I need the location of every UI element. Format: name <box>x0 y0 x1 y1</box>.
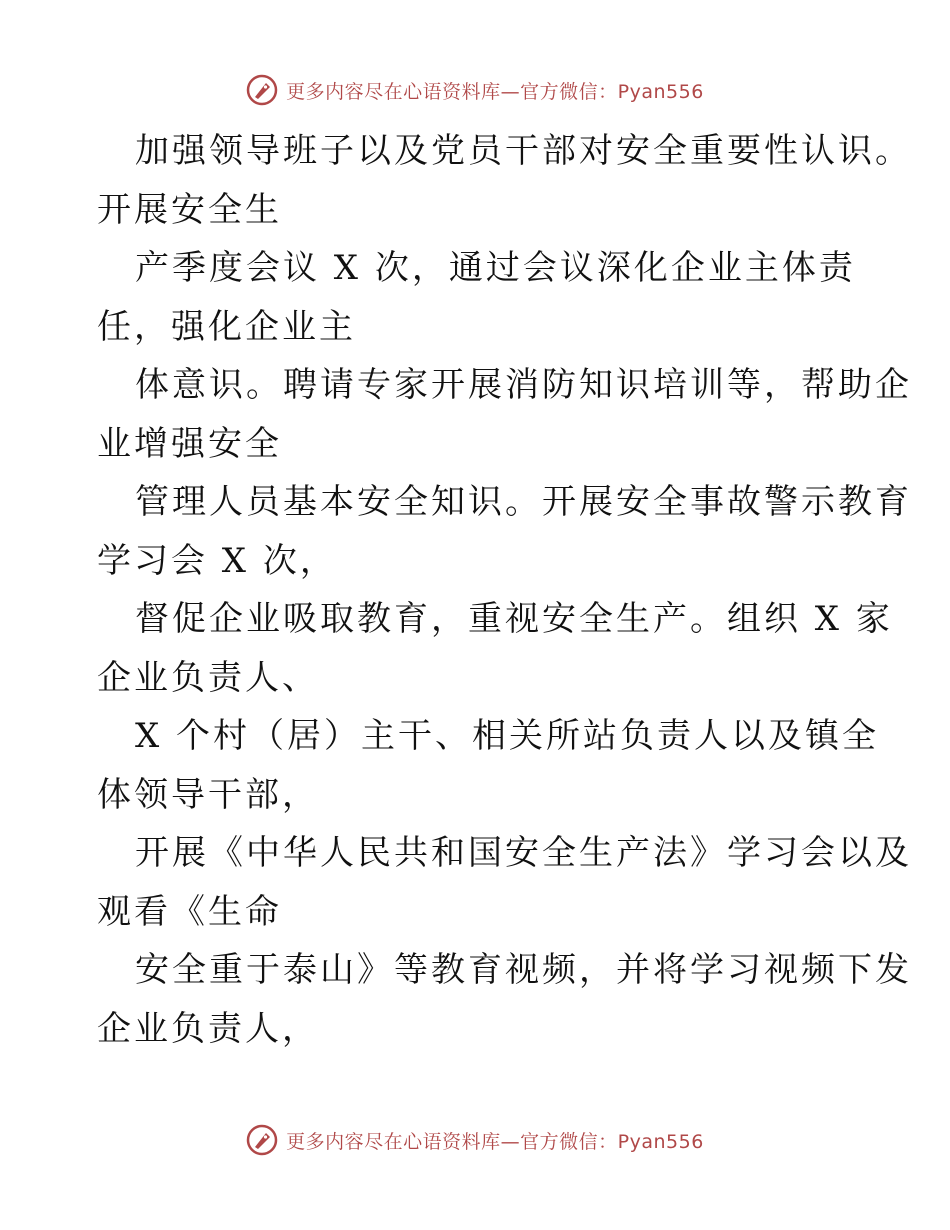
body-line: 开展《中华人民共和国安全生产法》学习会以及 <box>135 833 912 873</box>
body-line: 督促企业吸取教育，重视安全生产。组织 X 家 <box>135 599 893 639</box>
body-line: 企业负责人， <box>97 1008 319 1049</box>
pen-nib-logo-icon <box>246 74 278 106</box>
body-line: 体领导干部， <box>97 774 319 815</box>
body-line: 业增强安全 <box>97 423 282 464</box>
footer-text: 更多内容尽在心语资料库—官方微信：Pyan556 <box>286 1130 704 1153</box>
body-line: 管理人员基本安全知识。开展安全事故警示教育 <box>135 482 912 522</box>
body-line: 产季度会议 X 次，通过会议深化企业主体责 <box>135 248 856 288</box>
body-line: X 个村（居）主干、相关所站负责人以及镇全 <box>135 716 880 756</box>
body-line: 体意识。聘请专家开展消防知识培训等，帮助企 <box>135 365 912 405</box>
header-banner <box>0 70 950 110</box>
body-line: 学习会 X 次， <box>97 540 337 581</box>
body-line: 开展安全生 <box>97 189 282 230</box>
body-line: 安全重于泰山》等教育视频，并将学习视频下发 <box>135 950 912 990</box>
body-line: 加强领导班子以及党员干部对安全重要性认识。 <box>135 131 912 171</box>
body-line: 观看《生命 <box>97 891 282 932</box>
footer-banner <box>0 1120 950 1160</box>
header-text: 更多内容尽在心语资料库—官方微信：Pyan556 <box>286 80 704 103</box>
pen-nib-logo-icon <box>246 1124 278 1156</box>
document-body <box>97 122 912 1058</box>
body-line: 企业负责人、 <box>97 657 319 698</box>
body-line: 任，强化企业主 <box>97 306 356 347</box>
